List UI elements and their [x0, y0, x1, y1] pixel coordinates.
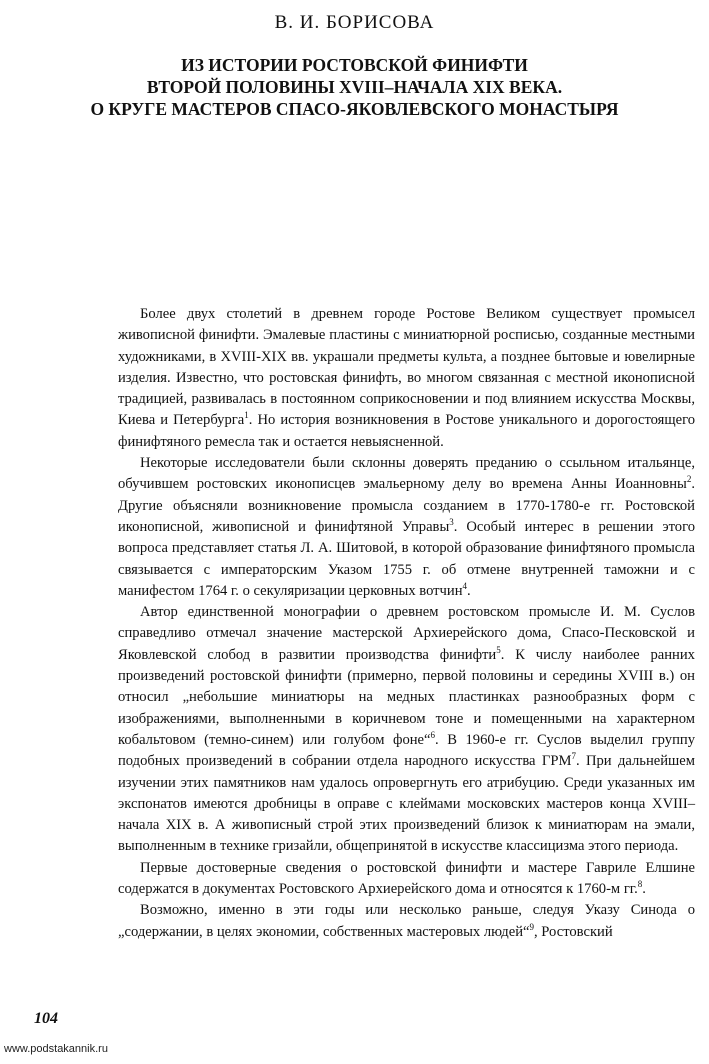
paragraph-text: . К числу наиболее ранних произведений ростовской финифти (примерно, первой половины и середины XVIII в.) он относил „небольшие миниатюры на медных пластинках разнообразных форм с изображениями, выполненными в коричневом тоне и помещенными на характерном кобальтовом (темно-синем) или голубом фоне“ [118, 646, 695, 748]
paragraph-text: . Другие объясняли возникновение промысла созданием в 1770-1780-е гг. Ростовской иконописной, живописной и финифтяной Управы [118, 476, 695, 535]
paragraph-text: Некоторые исследователи были склонны доверять преданию о ссыльном итальянце, обучившем ростовских иконописцев эмальерному делу во времена Анны Иоанновны [118, 455, 695, 493]
paragraph-5 [118, 900, 695, 943]
page-number: 104 [34, 1010, 58, 1027]
paragraph-text: , Ростовский [534, 923, 613, 940]
paragraph-text: . В 1960-е гг. Суслов выделил группу подобных произведений в собрании отдела народного искусства ГРМ [118, 731, 696, 770]
footnote-ref[interactable]: 1 [244, 410, 249, 421]
paragraph-1 [118, 304, 695, 453]
article-title [0, 54, 709, 120]
paragraph-text: . [642, 881, 646, 898]
footnote-ref[interactable]: 7 [571, 751, 576, 762]
footnote-ref[interactable]: 9 [529, 921, 534, 932]
site-watermark: www.podstakannik.ru [4, 1043, 108, 1055]
footnote-ref[interactable]: 2 [686, 474, 692, 485]
paragraph-text: Автор единственной монографии о древнем ростовском промысле И. М. Суслов справедливо отмечал значение мастерской Архиерейского дома, Спасо-Песковской и Яковлевской слобод в развитии производства финифти [118, 604, 695, 663]
footnote-ref[interactable]: 4 [462, 581, 468, 591]
paragraph-text: . При дальнейшем изучении этих памятников нам удалось опровергнуть его атрибуцию. Среди указанных им экспонатов имеются дробницы в оправе с клеймами московских мастеров конца XVIII–начала XIX в. А живописный строй этих произведений близок к миниатюрам на эмали, выполненным в технике гризайли, общепринятой в искусстве классицизма этого периода. [118, 753, 695, 855]
title-line-3: О КРУГЕ МАСТЕРОВ СПАСО-ЯКОВЛЕВСКОГО МОНАСТЫРЯ [90, 99, 619, 119]
footnote-ref[interactable]: 8 [637, 879, 643, 890]
title-line-1: ИЗ ИСТОРИИ РОСТОВСКОЙ ФИНИФТИ [181, 55, 528, 75]
paragraph-text: Первые достоверные сведения о ростовской финифти и мастере Гавриле Елшине содержатся в документах Ростовского Архиерейского дома и относятся к 1760-м гг. [118, 859, 695, 898]
paragraph-text: . Особый интерес в решении этого вопроса представляет статья Л. А. Шитовой, в которой образование финифтяного промысла связывается с императорским Указом 1755 г. об отмене внутренней таможни и с манифестом 1764 г. о секуляризации церковных вотчин [118, 518, 696, 599]
paragraph-4 [118, 858, 695, 901]
footnote-ref[interactable]: 6 [430, 730, 436, 741]
article-body [118, 304, 695, 943]
paragraph-3 [118, 602, 695, 858]
paragraph-2 [118, 453, 695, 602]
title-line-2: ВТОРОЙ ПОЛОВИНЫ XVIII–НАЧАЛА XIX ВЕКА. [146, 77, 563, 97]
footnote-ref[interactable]: 3 [449, 517, 454, 528]
footnote-ref[interactable]: 5 [496, 644, 501, 655]
paragraph-text: Возможно, именно в эти годы или несколько раньше, следуя Указу Синода о „содержании, в целях экономии, собственных мастеровых людей“ [118, 902, 695, 940]
paragraph-text: . Но история возникновения в Ростове уникального и дорогостоящего финифтяного ремесла так и остается невыясненной. [118, 412, 695, 450]
author-name: В. И. БОРИСОВА [274, 12, 435, 33]
paragraph-text: . [467, 582, 471, 599]
paragraph-text: Более двух столетий в древнем городе Ростове Великом существует промысел живописной финифти. Эмалевые пластины с миниатюрной росписью, созданные местными художниками, в XVIII-XIX вв. украшали предметы культа, а позднее бытовые и ювелирные изделия. Известно, что ростовская финифть, во многом связанная с местной иконописной традицией, развивалась в постоянном соприкосновении и под влиянием искусства Москвы, Киева и Петербурга [118, 306, 695, 429]
